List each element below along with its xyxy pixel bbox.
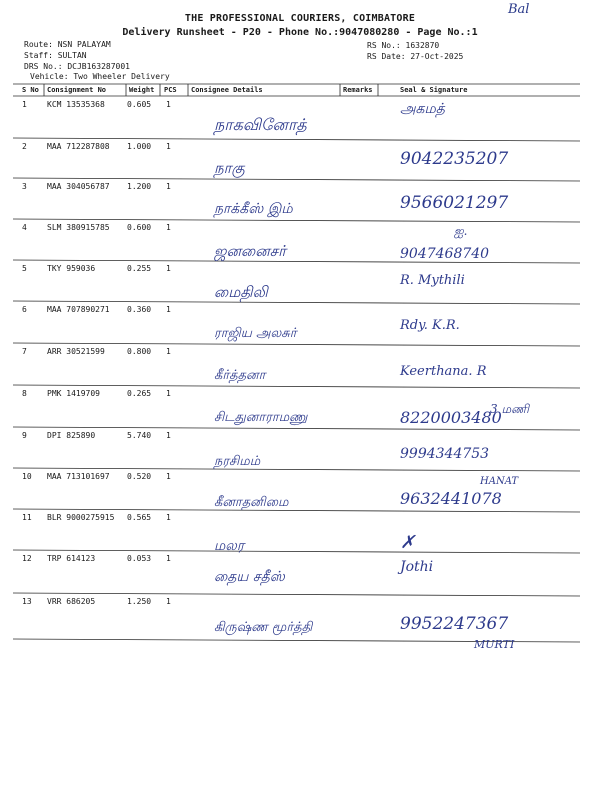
row-pcs: 1 (166, 597, 171, 606)
row-consignee-handwriting: ராஜிய அலசுர் (214, 326, 297, 341)
row-consignee-handwriting: கீனாதனிமை (214, 495, 289, 510)
row-serial-no: 4 (22, 223, 27, 232)
row-seal-signature: 9952247367 (400, 614, 509, 634)
staff-label: Staff: SULTAN (24, 51, 87, 60)
row-pcs: 1 (166, 182, 171, 191)
row-weight: 0.565 (127, 513, 152, 522)
rs-number: RS No.: 1632870 (367, 41, 440, 50)
col-header-seal: Seal & Signature (400, 86, 468, 94)
col-header-consignee: Consignee Details (191, 86, 263, 94)
row-separator (13, 593, 580, 596)
row-pcs: 1 (166, 389, 171, 398)
row-consignee-handwriting: நரசிமம் (214, 454, 261, 469)
row-consignee-handwriting: ஜனனைசர் (214, 242, 286, 260)
row-weight: 0.265 (127, 389, 152, 398)
row-seal-signature: 8220003480 (400, 408, 502, 427)
row-consignment-no: SLM 380915785 (47, 223, 110, 232)
row-pcs: 1 (166, 142, 171, 151)
row-consignee-handwriting: நாக்கீஸ் இம் (214, 201, 293, 217)
col-header-consignment: Consignment No (47, 86, 107, 94)
row-weight: 1.200 (127, 182, 152, 191)
row-separator (13, 138, 580, 141)
row-consignment-no: MAA 304056787 (47, 182, 110, 191)
row-separator (13, 427, 580, 430)
row-serial-no: 11 (22, 513, 32, 522)
row-seal-signature: 9566021297 (400, 193, 509, 213)
route-label: Route: NSN PALAYAM (24, 40, 111, 49)
row-weight: 0.520 (127, 472, 152, 481)
row-consignment-no: KCM 13535368 (47, 100, 105, 109)
row-serial-no: 12 (22, 554, 32, 563)
row-serial-no: 8 (22, 389, 27, 398)
row-consignment-no: TRP 614123 (47, 554, 96, 563)
row-pcs: 1 (166, 347, 171, 356)
row-seal-signature: 9042235207 (400, 149, 509, 169)
row-weight: 0.600 (127, 223, 152, 232)
row-pcs: 1 (166, 223, 171, 232)
row-pcs: 1 (166, 513, 171, 522)
col-header-pcs: PCS (164, 86, 177, 94)
row-separator (13, 385, 580, 388)
row-consignee-handwriting: நாகு (214, 159, 245, 177)
row-weight: 1.250 (127, 597, 152, 606)
row-seal-signature: Rdy. K.R. (400, 318, 460, 333)
row-weight: 0.053 (127, 554, 152, 563)
row-serial-no: 1 (22, 100, 27, 109)
row-pcs: 1 (166, 472, 171, 481)
row-serial-no: 3 (22, 182, 27, 191)
row-consignment-no: PMK 1419709 (47, 389, 100, 398)
row-separator (13, 509, 580, 512)
row-consignment-no: MAA 712287808 (47, 142, 110, 151)
row-separator (13, 178, 580, 181)
col-header-weight: Weight (129, 86, 155, 94)
drs-number: DRS No.: DCJB163287001 (24, 62, 130, 71)
row-seal-signature: R. Mythili (400, 273, 465, 288)
row-weight: 0.360 (127, 305, 152, 314)
row-serial-no: 13 (22, 597, 32, 606)
row-separator (13, 550, 580, 553)
row-weight: 1.000 (127, 142, 152, 151)
row-consignee-handwriting: நாகவினோத் (214, 115, 307, 134)
row-consignee-handwriting: கீர்த்தனா (214, 368, 266, 383)
col-header-sno: S No (22, 86, 39, 94)
row-seal-signature: 9994344753 (400, 446, 490, 462)
row-pcs: 1 (166, 100, 171, 109)
vehicle-label: Vehicle: Two Wheeler Delivery (30, 72, 170, 81)
row-weight: 0.800 (127, 347, 152, 356)
row-seal-signature: Keerthana. R (400, 364, 487, 379)
row-separator (13, 301, 580, 304)
row-consignment-no: MAA 713101697 (47, 472, 110, 481)
row-weight: 0.255 (127, 264, 152, 273)
row-consignee-handwriting: சிடதுனாராமணு (214, 410, 308, 425)
col-header-remarks: Remarks (343, 86, 373, 94)
row-serial-no: 7 (22, 347, 27, 356)
row-consignment-no: BLR 9000275915 (47, 513, 115, 522)
row-consignee-handwriting: மைதிலி (214, 283, 268, 301)
row-serial-no: 5 (22, 264, 27, 273)
seal-note-row10: HANAT (480, 476, 519, 487)
seal-note-row8: 3 மணி (490, 402, 529, 416)
row-serial-no: 6 (22, 305, 27, 314)
row-weight: 5.740 (127, 431, 152, 440)
row-separator (13, 343, 580, 346)
row-pcs: 1 (166, 554, 171, 563)
seal-note-row13: MURTI (474, 638, 515, 651)
row-weight: 0.605 (127, 100, 152, 109)
seal-note-row4: ஐ. (454, 224, 468, 238)
row-separator (13, 260, 580, 263)
corner-initials: Bal (508, 2, 530, 17)
company-title: THE PROFESSIONAL COURIERS, COIMBATORE (184, 13, 416, 24)
row-serial-no: 10 (22, 472, 32, 481)
row-consignee-handwriting: மலர (214, 538, 245, 554)
row-pcs: 1 (166, 305, 171, 314)
row-pcs: 1 (166, 264, 171, 273)
row-seal-signature: 9047468740 (400, 246, 490, 262)
runsheet-subtitle: Delivery Runsheet - P20 - Phone No.:9047080280 - Page No.:1 (122, 27, 478, 38)
row-consignee-handwriting: தைய சதீஸ் (214, 569, 285, 585)
row-seal-signature: Jothi (400, 559, 434, 575)
rs-date: RS Date: 27-Oct-2025 (367, 52, 464, 61)
row-separator (13, 468, 580, 471)
row-seal-signature: ✗ (400, 532, 416, 553)
row-separator (13, 219, 580, 222)
row-serial-no: 2 (22, 142, 27, 151)
row-pcs: 1 (166, 431, 171, 440)
row-seal-signature: 9632441078 (400, 489, 502, 508)
row-seal-signature: அகமத் (400, 101, 445, 117)
row-consignee-handwriting: கிருஷ்ண மூர்த்தி (214, 620, 313, 635)
row-consignment-no: ARR 30521599 (47, 347, 105, 356)
row-consignment-no: DPI 825890 (47, 431, 96, 440)
row-consignment-no: MAA 707890271 (47, 305, 110, 314)
row-consignment-no: VRR 686205 (47, 597, 96, 606)
row-consignment-no: TKY 959036 (47, 264, 96, 273)
row-serial-no: 9 (22, 431, 27, 440)
